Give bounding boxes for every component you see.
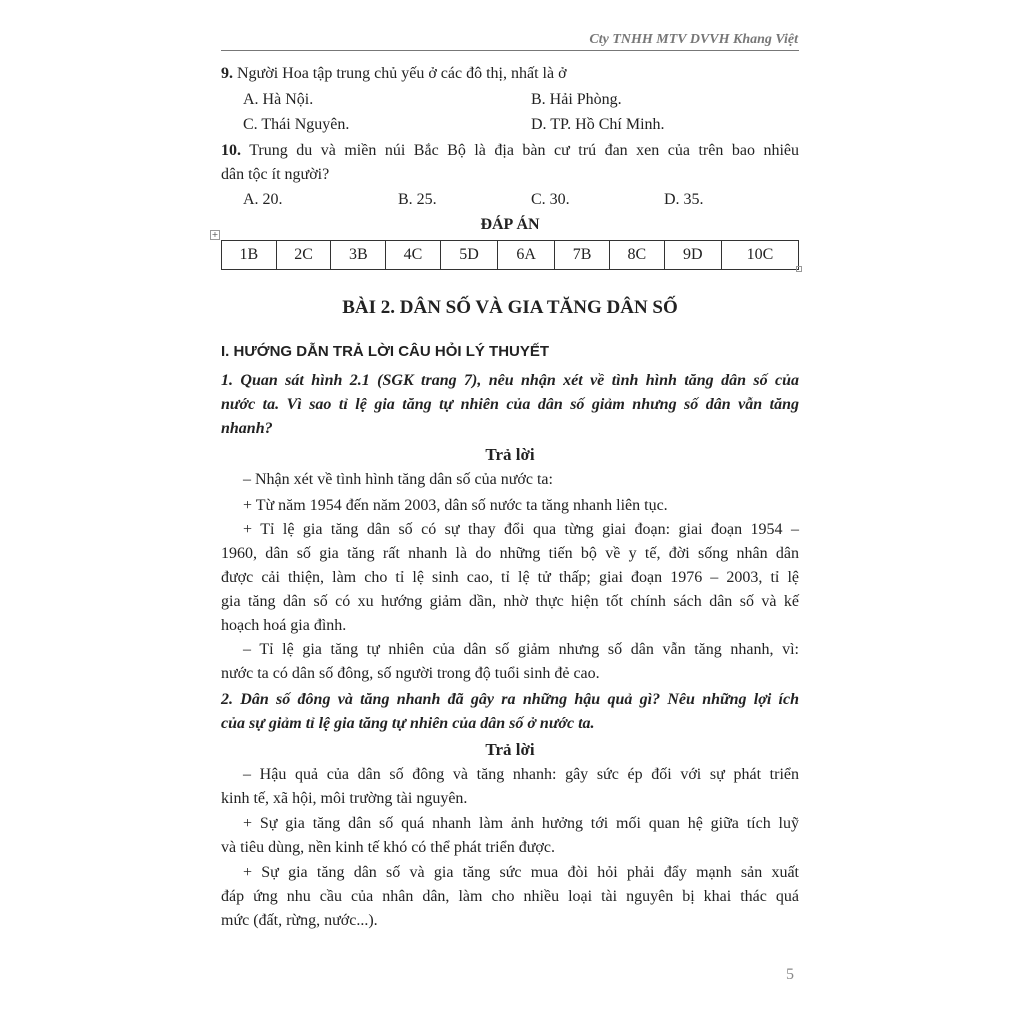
- option-d: D. TP. Hồ Chí Minh.: [531, 116, 665, 133]
- answer-paragraph-line: nước ta có dân số đông, số người trong độ tuổi sinh đẻ cao.: [221, 665, 600, 682]
- page-number: 5: [786, 966, 794, 983]
- question-2-line: 2. Dân số đông và tăng nhanh đã gây ra những hậu quả gì? Nêu những lợi ích: [221, 691, 799, 708]
- question-number: 9.: [221, 65, 233, 82]
- answer-paragraph-line: kinh tế, xã hội, môi trường tài nguyên.: [221, 790, 468, 807]
- answer-paragraph: – Nhận xét về tình hình tăng dân số của nước ta:: [243, 471, 553, 488]
- answer-paragraph: – Tỉ lệ gia tăng tự nhiên của dân số giảm nhưng số dân vẫn tăng nhanh, vì:: [243, 641, 799, 658]
- answer-paragraph-line: và tiêu dùng, nền kinh tế khó có thể phát triển được.: [221, 839, 555, 856]
- table-move-handle[interactable]: +: [211, 230, 219, 239]
- question-number: 10.: [221, 142, 241, 159]
- option-c: C. Thái Nguyên.: [243, 116, 350, 133]
- answer-cell: 3B: [331, 241, 386, 270]
- answer-paragraph: + Từ năm 1954 đến năm 2003, dân số nước ta tăng nhanh liên tục.: [243, 497, 668, 514]
- question-1-line: 1. Quan sát hình 2.1 (SGK trang 7), nêu nhận xét về tình hình tăng dân số của: [221, 372, 799, 389]
- option-d: D. 35.: [664, 191, 704, 208]
- answer-heading: Trả lời: [485, 740, 535, 759]
- answer-cell: 5D: [440, 241, 497, 270]
- option-a: A. 20.: [243, 191, 283, 208]
- answers-title: ĐÁP ÁN: [480, 216, 540, 233]
- running-header: Cty TNHH MTV DVVH Khang Việt: [589, 32, 798, 47]
- option-b: B. 25.: [398, 191, 437, 208]
- question-1-line: nhanh?: [221, 420, 273, 437]
- lesson-title: BÀI 2. DÂN SỐ VÀ GIA TĂNG DÂN SỐ: [342, 297, 678, 318]
- option-b: B. Hải Phòng.: [531, 91, 622, 108]
- table-row: [222, 241, 799, 270]
- question-text: Người Hoa tập trung chủ yếu ở các đô thị, nhất là ở: [237, 65, 567, 82]
- table-resize-handle[interactable]: [796, 266, 802, 272]
- answer-table: [221, 240, 799, 270]
- answer-cell: 9D: [664, 241, 721, 270]
- answer-paragraph-line: 1960, dân số gia tăng rất nhanh là do những tiến bộ về y tế, đời sống nhân dân: [221, 545, 799, 562]
- question-text: Trung du và miền núi Bắc Bộ là địa bàn cư trú đan xen của trên bao nhiêu: [249, 142, 800, 159]
- answer-cell: 8C: [610, 241, 665, 270]
- answer-paragraph: – Hậu quả của dân số đông và tăng nhanh: gây sức ép đối với sự phát triển: [243, 766, 799, 783]
- section-heading: I. HƯỚNG DẪN TRẢ LỜI CÂU HỎI LÝ THUYẾT: [221, 343, 550, 360]
- question-10-cont: dân tộc ít người?: [221, 166, 330, 183]
- option-a: A. Hà Nội.: [243, 91, 314, 108]
- answer-paragraph-line: mức (đất, rừng, nước...).: [221, 912, 378, 929]
- answer-paragraph: + Sự gia tăng dân số và gia tăng sức mua đòi hỏi phải đẩy mạnh sản xuất: [243, 864, 799, 881]
- question-9: [221, 63, 567, 85]
- answer-paragraph-line: hoạch hoá gia đình.: [221, 617, 347, 634]
- answer-cell: 4C: [386, 241, 441, 270]
- answer-cell: 1B: [222, 241, 277, 270]
- answer-paragraph: + Sự gia tăng dân số quá nhanh làm ảnh hưởng tới mối quan hệ giữa tích luỹ: [243, 815, 799, 832]
- answer-cell: 7B: [555, 241, 610, 270]
- answer-cell: 10C: [721, 241, 798, 270]
- answer-heading: Trả lời: [485, 445, 535, 464]
- answer-paragraph-line: đáp ứng nhu cầu của nhân dân, làm cho nhiều loại tài nguyên bị khai thác quá: [221, 888, 799, 905]
- question-10: [221, 139, 799, 163]
- question-2-line: của sự giảm tỉ lệ gia tăng tự nhiên của dân số ở nước ta.: [221, 715, 595, 732]
- question-1-line: nước ta. Vì sao tỉ lệ gia tăng tự nhiên của dân số giảm nhưng số dân vẫn tăng: [221, 396, 799, 413]
- answer-paragraph-line: được cải thiện, làm cho tỉ lệ sinh cao, tỉ lệ tử thấp; giai đoạn 1976 – 2003, tỉ lệ: [221, 569, 799, 586]
- option-c: C. 30.: [531, 191, 570, 208]
- answer-paragraph-line: gia tăng dân số có xu hướng giảm dần, nhờ thực hiện tốt chính sách dân số và kế: [221, 593, 799, 610]
- header-rule: [221, 50, 799, 51]
- answer-cell: 2C: [276, 241, 331, 270]
- answer-cell: 6A: [498, 241, 555, 270]
- answer-paragraph: + Tỉ lệ gia tăng dân số có sự thay đổi qua từng giai đoạn: giai đoạn 1954 –: [243, 521, 799, 538]
